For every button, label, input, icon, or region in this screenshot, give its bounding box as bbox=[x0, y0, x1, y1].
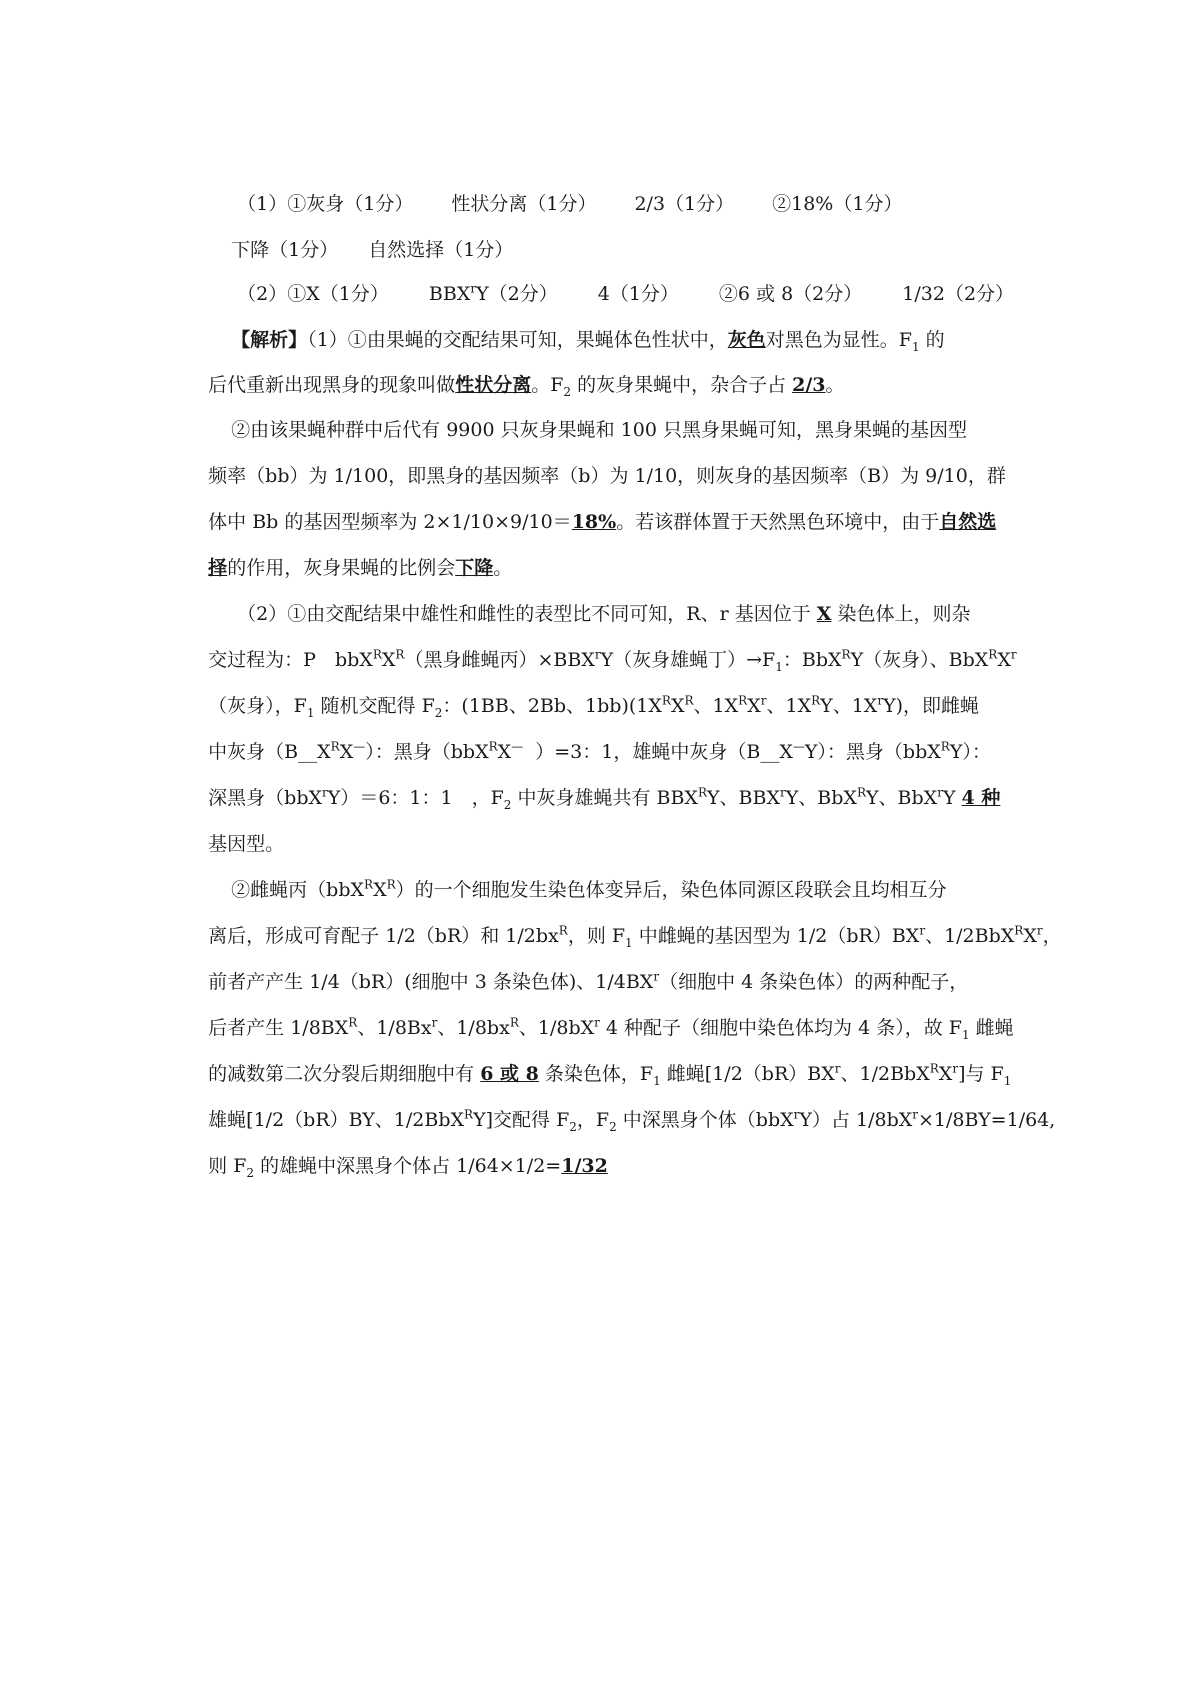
text: X bbox=[339, 741, 354, 763]
superscript: R bbox=[395, 647, 405, 662]
text: 、1/8bX bbox=[518, 1017, 595, 1039]
text: Y）＝6：1：1 ，F bbox=[327, 787, 504, 809]
superscript: R bbox=[940, 739, 950, 754]
text: 雄蝇[1/2（bR）BY、1/2BbX bbox=[208, 1109, 465, 1131]
analysis-p2-line-3 bbox=[184, 450, 1029, 533]
subscript: 1 bbox=[306, 705, 315, 720]
text: 深黑身（bbX bbox=[208, 787, 323, 809]
text: 雌蝇 bbox=[969, 1017, 1014, 1039]
text: 的减数第二次分裂后期细胞中有 bbox=[208, 1063, 481, 1085]
analysis-p4-line-6 bbox=[184, 1048, 1056, 1134]
answer-item: 下降（1分） bbox=[231, 239, 339, 261]
superscript: R bbox=[372, 647, 382, 662]
superscript: r bbox=[937, 785, 943, 800]
superscript: R bbox=[330, 739, 340, 754]
superscript: R bbox=[348, 1015, 358, 1030]
superscript: r bbox=[780, 785, 786, 800]
superscript: — bbox=[353, 739, 366, 754]
text: 、1X bbox=[766, 695, 812, 717]
text: Y)，即雌蝇 bbox=[883, 695, 980, 717]
analysis-p2-line-4 bbox=[184, 496, 1029, 579]
text: 雌蝇[1/2（bR）BX bbox=[660, 1063, 835, 1085]
superscript: R bbox=[386, 877, 396, 892]
key-answer: 自然选 bbox=[939, 511, 997, 533]
analysis-p3-line-1 bbox=[213, 542, 1029, 625]
key-answer: 2/3 bbox=[792, 374, 826, 396]
analysis-p4-line-1 bbox=[207, 818, 1029, 901]
subscript: 2 bbox=[569, 1119, 577, 1134]
superscript: r bbox=[912, 1107, 919, 1122]
superscript: r bbox=[877, 693, 884, 708]
superscript: R bbox=[558, 923, 568, 938]
text: 。 bbox=[825, 374, 845, 396]
analysis-p2-line-2 bbox=[184, 404, 1029, 487]
text: ②由该果蝇种群中后代有 9900 只灰身果蝇和 100 只黑身果蝇可知，黑身果蝇的基因型 bbox=[231, 419, 967, 441]
text: ：BbX bbox=[782, 649, 842, 671]
text: 。 bbox=[493, 557, 513, 579]
analysis-p1-line-1 bbox=[207, 268, 1029, 354]
key-answer: 4 种 bbox=[961, 787, 1001, 809]
text: ）：黑身（bbX bbox=[365, 741, 489, 763]
key-answer: 下降 bbox=[455, 557, 494, 579]
subscript: 1 bbox=[961, 1027, 970, 1042]
text: 前者产产生 1/4（bR）(细胞中 3 条染色体)、1/4BX bbox=[208, 971, 654, 993]
superscript: R bbox=[841, 647, 851, 662]
text: Y、BBX bbox=[707, 787, 780, 809]
text: 染色体上，则杂 bbox=[831, 603, 971, 625]
key-answer: 6 或 8 bbox=[480, 1063, 539, 1085]
text: 条染色体，F bbox=[538, 1063, 654, 1085]
text: Y（灰身）、BbX bbox=[850, 649, 989, 671]
text: 中深黑身个体（bbX bbox=[616, 1109, 794, 1131]
superscript: R bbox=[364, 877, 374, 892]
text: （细胞中 4 条染色体）的两种配子， bbox=[659, 971, 969, 993]
text: 、1/2BbX bbox=[925, 925, 1015, 947]
superscript: R bbox=[856, 785, 866, 800]
superscript: r bbox=[919, 923, 926, 938]
text: X bbox=[497, 741, 512, 763]
text: ）的一个细胞发生染色体变异后，染色体同源区段联会且均相互分 bbox=[395, 879, 947, 901]
text: X bbox=[670, 695, 685, 717]
text: 的灰身果蝇中，杂合子占 bbox=[571, 374, 793, 396]
subscript: 2 bbox=[246, 1165, 255, 1180]
text: （1）①由果蝇的交配结果可知，果蝇体色性状中， bbox=[307, 329, 728, 351]
text: 、1/8bx bbox=[437, 1017, 510, 1039]
answer-line-1 bbox=[213, 132, 903, 215]
text: 4 种配子（细胞中染色体均为 4 条），故 F bbox=[599, 1017, 962, 1039]
text: 后代重新出现黑身的现象叫做 bbox=[208, 374, 456, 396]
text: ，则 F bbox=[567, 925, 626, 947]
text: 体中 Bb 的基因型频率为 2×1/10×9/10＝ bbox=[208, 511, 572, 533]
text: Y）： bbox=[949, 741, 991, 763]
analysis-p4-line-7 bbox=[184, 1094, 1029, 1180]
superscript: r bbox=[594, 647, 601, 662]
text: ②雌蝇丙（bbX bbox=[231, 879, 365, 901]
text: 离后，形成可育配子 1/2（bR）和 1/2bx bbox=[208, 925, 559, 947]
text: Y、BbX bbox=[866, 787, 938, 809]
analysis-p2-line-1 bbox=[207, 358, 1029, 441]
superscript: R bbox=[929, 1061, 939, 1076]
analysis-p3-line-3 bbox=[184, 634, 1029, 720]
superscript: r bbox=[1036, 923, 1043, 938]
superscript: R bbox=[509, 1015, 519, 1030]
superscript: r bbox=[760, 693, 767, 708]
superscript: — bbox=[511, 739, 524, 754]
superscript: r bbox=[834, 1061, 841, 1076]
text: 频率（bb）为 1/100，即黑身的基因频率（b）为 1/10，则灰身的基因频率（B）为 9/10，群 bbox=[208, 465, 1006, 487]
key-answer: 择 bbox=[208, 557, 228, 579]
subscript: 2 bbox=[563, 384, 572, 399]
text: X bbox=[938, 1063, 953, 1085]
analysis-p3-line-6 bbox=[184, 772, 1029, 855]
text: Y）：黑身（bbX bbox=[804, 741, 941, 763]
answer-line-2 bbox=[207, 178, 1052, 261]
text: Y、BbX bbox=[785, 787, 857, 809]
text: 基因型。 bbox=[208, 833, 285, 855]
superscript: r bbox=[1010, 647, 1017, 662]
analysis-p4-line-4 bbox=[184, 956, 1029, 1042]
analysis-p3-line-5 bbox=[184, 726, 1029, 812]
superscript: r bbox=[322, 785, 328, 800]
text: Y]交配得 F bbox=[473, 1109, 570, 1131]
superscript: r bbox=[952, 1061, 959, 1076]
text: 中灰身（B__X bbox=[208, 741, 331, 763]
text: 随机交配得 F bbox=[314, 695, 435, 717]
text: X bbox=[381, 649, 396, 671]
superscript: r bbox=[594, 1015, 600, 1030]
superscript: R bbox=[1014, 923, 1024, 938]
superscript: R bbox=[661, 693, 671, 708]
answer-item: 1/32（2分） bbox=[902, 283, 1015, 305]
superscript: — bbox=[792, 739, 805, 754]
subscript: 2 bbox=[609, 1119, 617, 1134]
text: 、1X bbox=[693, 695, 739, 717]
superscript: r bbox=[793, 1107, 800, 1122]
text: 中灰身雄蝇共有 BBX bbox=[511, 787, 698, 809]
analysis-p1-line-2 bbox=[184, 313, 1029, 399]
analysis-p4-line-5 bbox=[184, 1002, 1029, 1088]
text: Y、1X bbox=[820, 695, 878, 717]
text: ：(1BB、2Bb、1bb)(1X bbox=[442, 695, 662, 717]
answer-item: （1）①灰身（1分） bbox=[237, 193, 414, 215]
key-answer: 18% bbox=[571, 511, 617, 533]
text: ）=3：1，雄蝇中灰身（B__X bbox=[523, 741, 793, 763]
subscript: 1 bbox=[1003, 1073, 1012, 1088]
text: 则 F bbox=[208, 1155, 247, 1177]
superscript: R bbox=[697, 785, 707, 800]
text: 的 bbox=[919, 329, 945, 351]
answer-item: 2/3（1分） bbox=[634, 193, 735, 215]
superscript: R bbox=[988, 647, 998, 662]
answer-line-3 bbox=[213, 222, 1028, 305]
superscript: r bbox=[653, 969, 660, 984]
text: 对黑色为显性。F bbox=[765, 329, 912, 351]
text: ，F bbox=[576, 1109, 610, 1131]
text: Y bbox=[942, 787, 962, 809]
superscript: R bbox=[464, 1107, 474, 1122]
subscript: 1 bbox=[653, 1073, 661, 1088]
text: X bbox=[997, 649, 1011, 671]
text: 后者产生 1/8BX bbox=[208, 1017, 349, 1039]
analysis-p4-line-3 bbox=[184, 910, 1029, 993]
text: X bbox=[747, 695, 761, 717]
analysis-heading: 【解析】 bbox=[231, 329, 308, 351]
text: 的作用，灰身果蝇的比例会 bbox=[227, 557, 456, 579]
superscript: R bbox=[488, 739, 498, 754]
text: X bbox=[373, 879, 387, 901]
text: 、1/8Bx bbox=[357, 1017, 432, 1039]
answer-item: （2）①X（1分） bbox=[237, 283, 389, 305]
superscript: R bbox=[684, 693, 694, 708]
subscript: 2 bbox=[434, 705, 443, 720]
answer-item: ②18%（1分） bbox=[772, 193, 903, 215]
text: ， bbox=[1042, 925, 1062, 947]
text: （2）①由交配结果中雄性和雌性的表型比不同可知，R、r 基因位于 bbox=[237, 603, 817, 625]
superscript: R bbox=[738, 693, 748, 708]
answer-item: ②6 或 8（2分） bbox=[718, 283, 863, 305]
superscript: r bbox=[431, 1015, 438, 1030]
text: X bbox=[1023, 925, 1037, 947]
text: （黑身雌蝇丙）×BBX bbox=[404, 649, 595, 671]
answer-item: 自然选择（1分） bbox=[368, 239, 514, 261]
analysis-p3-line-4 bbox=[184, 680, 1029, 763]
subscript: 2 bbox=[503, 797, 512, 812]
superscript: R bbox=[811, 693, 821, 708]
analysis-p4-line-2 bbox=[184, 864, 1062, 950]
subscript: 1 bbox=[625, 935, 633, 950]
key-answer: X bbox=[816, 603, 832, 625]
text: 的雄蝇中深黑身个体占 1/64×1/2= bbox=[254, 1155, 562, 1177]
text: 。若该群体置于天然黑色环境中，由于 bbox=[616, 511, 940, 533]
text: ]与 F bbox=[958, 1063, 1004, 1085]
text: （灰身），F bbox=[208, 695, 307, 717]
text: 、1/2BbX bbox=[840, 1063, 930, 1085]
text: Y）占 1/8bX bbox=[799, 1109, 913, 1131]
key-answer: 1/32 bbox=[561, 1155, 608, 1177]
text: ×1/8BY=1/64, bbox=[918, 1109, 1056, 1131]
key-answer: 性状分离 bbox=[455, 374, 532, 396]
text: 中雌蝇的基因型为 1/2（bR）BX bbox=[632, 925, 920, 947]
answer-item: BBX$^r$Y（2分） bbox=[428, 281, 558, 305]
text: 。F bbox=[531, 374, 564, 396]
text: 交过程为：P bbX bbox=[208, 649, 373, 671]
answer-item: 4（1分） bbox=[597, 283, 679, 305]
subscript: 1 bbox=[911, 339, 920, 354]
text: Y（灰身雄蝇丁）→F bbox=[600, 649, 776, 671]
key-answer: 灰色 bbox=[727, 329, 766, 351]
subscript: 1 bbox=[775, 659, 783, 674]
answer-item: 性状分离（1分） bbox=[451, 193, 597, 215]
